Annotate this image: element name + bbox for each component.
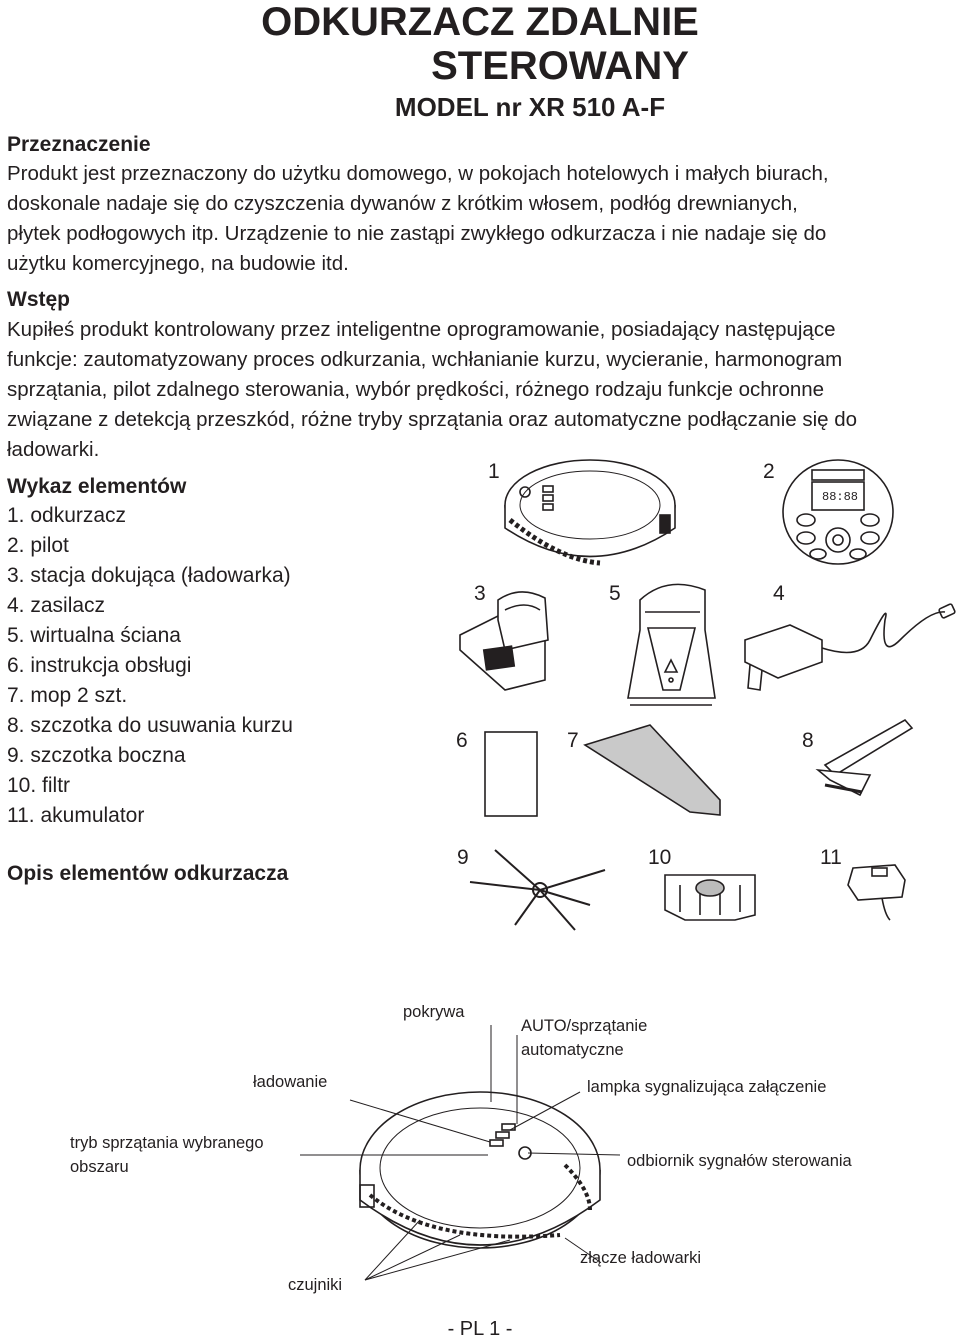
text-line: sprzątania, pilot zdalnego sterowania, wybór prędkości, różnego rodzaju funkcje ochronne [7, 378, 825, 401]
power-adapter-icon [745, 604, 955, 690]
robot-vacuum-diagram [360, 1092, 600, 1248]
text-line: użytku komercyjnego, na budowie itd. [7, 252, 349, 275]
text-line: Produkt jest przeznaczony do użytku domowego, w pokojach hotelowych i małych biurach, [7, 162, 829, 185]
text-line: ładowarki. [7, 438, 100, 461]
list-item: 1. odkurzacz [7, 504, 127, 527]
list-item: 6. instrukcja obsługi [7, 654, 192, 677]
label-tryb: tryb sprzątania wybranego [70, 1134, 264, 1152]
figure-number: 7 [567, 729, 579, 752]
list-item: 5. wirtualna ściana [7, 624, 181, 647]
text-line: Kupiłeś produkt kontrolowany przez inteligentne oprogramowanie, posiadający następujące [7, 318, 836, 341]
figure-number: 9 [457, 846, 469, 869]
figure-number: 10 [648, 846, 672, 869]
remote-control-icon [783, 460, 893, 564]
figure-number: 6 [456, 729, 468, 752]
battery-icon [848, 865, 905, 920]
list-item: 3. stacja dokująca (ładowarka) [7, 564, 291, 587]
figure-number: 3 [474, 582, 486, 605]
label-auto: AUTO/sprzątanie [521, 1017, 648, 1035]
docking-station-icon [460, 592, 548, 690]
robot-vacuum-icon [505, 460, 675, 563]
label-tryb-line2: obszaru [70, 1158, 129, 1176]
figure-number: 2 [763, 460, 775, 483]
list-item: 4. zasilacz [7, 594, 106, 617]
heading-wstep: Wstęp [7, 288, 70, 311]
list-item: 10. filtr [7, 774, 71, 797]
figure-number: 1 [488, 460, 500, 483]
label-czujniki: czujniki [288, 1276, 343, 1294]
heading-przeznaczenie: Przeznaczenie [7, 133, 151, 156]
mop-icon [585, 725, 720, 815]
text-line: płytek podłogowych itp. Urządzenie to nie zastąpi zwykłego odkurzacza i nie nadaje się do [7, 222, 827, 245]
list-item: 8. szczotka do usuwania kurzu [7, 714, 293, 737]
manual-icon [485, 732, 537, 816]
label-zlacze: złącze ładowarki [580, 1249, 702, 1267]
side-brush-icon [470, 850, 605, 930]
model-subtitle: MODEL nr XR 510 A-F [394, 92, 666, 122]
filter-icon [665, 875, 755, 920]
figure-number: 11 [820, 846, 842, 869]
list-item: 2. pilot [7, 534, 69, 557]
page-title-line2: STEROWANY [431, 44, 689, 88]
label-lampka: lampka sygnalizująca załączenie [587, 1078, 827, 1096]
text-line: doskonale nadaje się do czyszczenia dywanów z krótkim włosem, podłóg drewnianych, [7, 192, 798, 215]
label-pokrywa: pokrywa [403, 1003, 465, 1021]
text-line: funkcje: zautomatyzowany proces odkurzania, wchłanianie kurzu, wycieranie, harmonogram [7, 348, 843, 371]
heading-opis: Opis elementów odkurzacza [7, 862, 289, 885]
figure-number: 8 [802, 729, 814, 752]
heading-wykaz: Wykaz elementów [7, 475, 187, 498]
list-item: 7. mop 2 szt. [7, 684, 128, 707]
page-title: ODKURZACZ ZDALNIE [261, 0, 699, 44]
figure-number: 4 [773, 582, 785, 605]
label-ladowanie: ładowanie [253, 1073, 328, 1091]
page-number: - PL 1 - [447, 1318, 513, 1340]
text-line: związane z detekcją przeszkód, różne tryby sprzątania oraz automatyczne podłączanie się do [7, 408, 858, 431]
label-auto-line2: automatyczne [521, 1041, 624, 1059]
figure-number: 5 [609, 582, 621, 605]
cleaning-brush-icon [818, 720, 912, 795]
label-odbiornik: odbiornik sygnałów sterowania [627, 1152, 852, 1170]
svg-text:88:88: 88:88 [822, 490, 859, 504]
list-item: 9. szczotka boczna [7, 744, 186, 767]
list-item: 11. akumulator [7, 804, 145, 827]
virtual-wall-icon [628, 584, 715, 705]
